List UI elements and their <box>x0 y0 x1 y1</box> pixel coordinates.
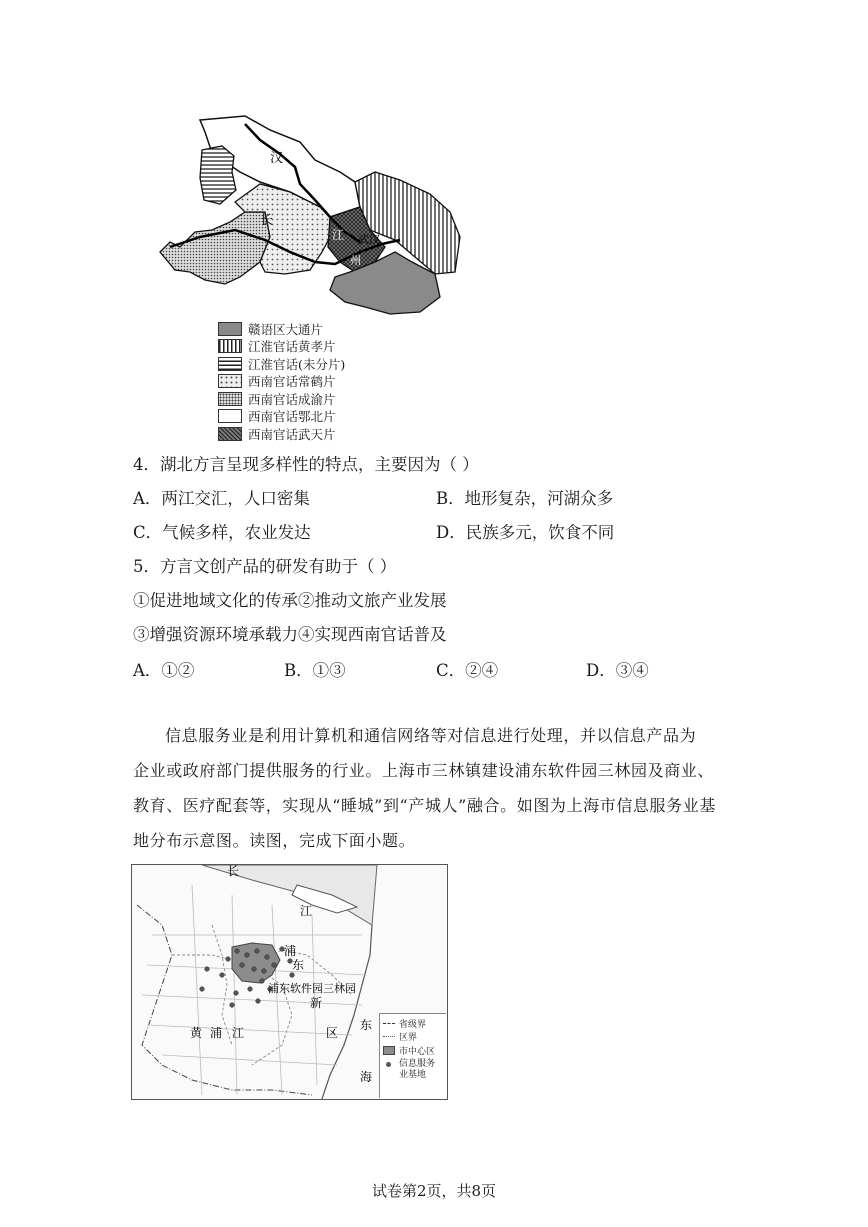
legend-label: 西南官话鄂北片 <box>248 409 336 425</box>
swatch-solid-gray <box>218 322 242 336</box>
label-han: 汉 <box>270 151 284 166</box>
region-jianghuai-unclassified <box>200 146 236 204</box>
legend-label: 江淮官话黄孝片 <box>248 339 336 355</box>
map2-legend <box>379 1013 446 1098</box>
legend-label: 信息服务业基地 <box>399 1059 436 1080</box>
legend-item <box>218 390 388 408</box>
legend-label: 市中心区 <box>399 1046 436 1057</box>
q5-stem: 5．方言文创产品的研发有助于（ ） <box>133 557 397 576</box>
passage-line-3: 教育、医疗配套等，实现从“睡城”到“产城人”融合。如图为上海市信息服务业基 <box>133 796 716 815</box>
legend-label: 西南官话成渝片 <box>248 391 336 407</box>
q4-stem: 4．湖北方言呈现多样性的特点，主要因为（ ） <box>133 455 479 474</box>
label-wuhan: 武汉 <box>358 233 380 246</box>
legend-label: 区界 <box>399 1033 418 1043</box>
label-chang: 长 <box>260 213 274 228</box>
label-xin: 新 <box>310 996 323 1010</box>
label-qu: 区 <box>326 1026 339 1040</box>
legend-item <box>380 1017 446 1030</box>
shanghai-info-service-map <box>131 864 448 1100</box>
label-hai: 海 <box>360 1070 373 1084</box>
page-footer: 试卷第2页，共8页 <box>371 1182 497 1200</box>
legend-label: 江淮官话(未分片) <box>248 356 346 372</box>
label-dong: 东 <box>292 958 305 972</box>
q5-option-c[interactable]: C．②④ <box>436 661 499 680</box>
label-sanlin-park: 浦东软件园三林园 <box>268 982 356 995</box>
legend-label: 省级界 <box>399 1020 427 1030</box>
symbol-gray-box <box>383 1046 395 1055</box>
label-jiang: 江 <box>332 228 345 242</box>
legend-item <box>380 1043 446 1057</box>
label-chang: 长 <box>227 865 240 878</box>
legend-item <box>218 408 388 426</box>
swatch-dots <box>218 374 242 388</box>
label-pu: 浦 <box>284 944 297 958</box>
label-pu2: 浦 <box>210 1026 223 1040</box>
label-huang: 黄 <box>190 1026 203 1040</box>
q4-option-b[interactable]: B．地形复杂，河湖众多 <box>436 489 614 508</box>
label-jiang: 江 <box>300 904 313 918</box>
q5-statement-1: ①促进地域文化的传承②推动文旅产业发展 <box>133 591 447 610</box>
q5-option-b[interactable]: B．①③ <box>284 661 346 680</box>
legend-label: 西南官话武天片 <box>248 426 336 442</box>
swatch-dense-dots <box>218 392 242 406</box>
swatch-blank <box>218 409 242 423</box>
q4-option-d[interactable]: D．民族多元，饮食不同 <box>436 523 615 542</box>
legend-label: 西南官话常鹤片 <box>248 374 336 390</box>
q4-option-a[interactable]: A．两江交汇，人口密集 <box>133 489 310 508</box>
swatch-horizontal-lines <box>218 357 242 371</box>
legend-item <box>380 1030 446 1043</box>
swatch-vertical-lines <box>218 339 242 353</box>
label-dong2: 东 <box>360 1018 373 1032</box>
passage-line-2: 企业或政府部门提供服务的行业。上海市三林镇建设浦东软件园三林园及商业、 <box>133 761 715 780</box>
q5-option-a[interactable]: A．①② <box>133 661 195 680</box>
passage-line-1: 信息服务业是利用计算机和通信网络等对信息进行处理，并以信息产品为 <box>165 726 697 745</box>
legend-item <box>218 320 388 338</box>
hubei-dialect-map <box>150 112 470 322</box>
legend-item <box>218 425 388 443</box>
region-chengyu <box>160 212 270 284</box>
label-zhou: 州 <box>350 254 361 267</box>
legend-item <box>218 355 388 373</box>
legend-item <box>218 373 388 391</box>
legend-item <box>218 338 388 356</box>
legend-item <box>380 1059 446 1085</box>
passage-line-4: 地分布示意图。读图，完成下面小题。 <box>133 831 416 850</box>
symbol-dash <box>383 1036 395 1037</box>
symbol-dash-dot <box>383 1023 395 1024</box>
legend-label: 赣语区大通片 <box>248 321 324 337</box>
q5-statement-2: ③增强资源环境承载力④实现西南官话普及 <box>133 625 447 644</box>
q4-option-c[interactable]: C．气候多样，农业发达 <box>133 523 311 542</box>
map1-legend <box>218 320 388 443</box>
label-jiang2: 江 <box>232 1026 245 1040</box>
swatch-crosshatch <box>218 427 242 441</box>
q5-option-d[interactable]: D．③④ <box>586 661 649 680</box>
symbol-dot <box>386 1062 391 1067</box>
